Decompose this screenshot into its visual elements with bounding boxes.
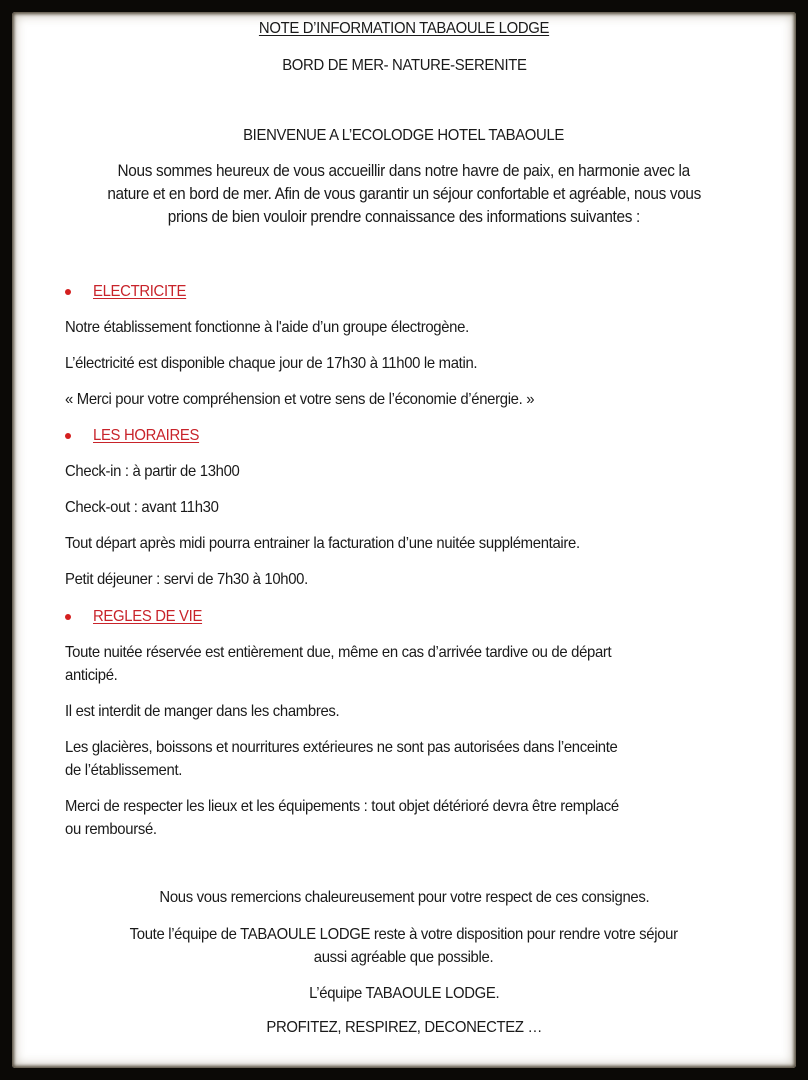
section-heading-text: LES HORAIRES bbox=[93, 427, 200, 444]
section-heading-regles bbox=[64, 606, 210, 628]
paragraph: Il est interdit de manger dans les chambres. bbox=[65, 703, 340, 720]
welcome-title-text: BIENVENUE A L’ECOLODGE HOTEL TABAOULE bbox=[243, 127, 565, 144]
paragraph: L’électricité est disponible chaque jour de 17h30 à 11h00 le matin. bbox=[65, 355, 478, 372]
document-title-text: NOTE D’INFORMATION TABAOULE LODGE bbox=[258, 20, 550, 37]
paragraph: Check-out : avant 11h30 bbox=[65, 499, 219, 516]
section-heading-horaires bbox=[64, 425, 207, 447]
tagline-text: BORD DE MER- NATURE-SERENITE bbox=[281, 57, 527, 74]
intro-line: nature et en bord de mer. Afin de vous garantir un séjour confortable et agréable, nous vous bbox=[107, 185, 701, 203]
signature: L’équipe TABAOULE LODGE. bbox=[308, 985, 500, 1002]
thanks-line: Nous vous remercions chaleureusement pour votre respect de ces consignes. bbox=[159, 889, 649, 906]
document-title bbox=[0, 20, 808, 38]
paragraph: Toute nuitée réservée est entièrement due, même en cas d’arrivée tardive ou de départ bbox=[65, 644, 612, 661]
welcome-title bbox=[0, 127, 808, 145]
intro-line: Nous sommes heureux de vous accueillir dans notre havre de paix, en harmonie avec la bbox=[117, 162, 691, 180]
paragraph: Notre établissement fonctionne à l'aide d’un groupe électrogène. bbox=[65, 319, 469, 336]
bullet-icon bbox=[65, 433, 71, 439]
team-line: aussi agréable que possible. bbox=[314, 949, 494, 966]
paragraph-continuation: de l’établissement. bbox=[65, 762, 183, 779]
intro-line: prions de bien vouloir prendre connaissance des informations suivantes : bbox=[167, 208, 641, 226]
team-line: Toute l’équipe de TABAOULE LODGE reste à votre disposition pour rendre votre séjour bbox=[129, 926, 679, 943]
paragraph-continuation: anticipé. bbox=[65, 667, 118, 684]
paragraph: Tout départ après midi pourra entrainer la facturation d’une nuitée supplémentaire. bbox=[65, 535, 580, 552]
paragraph: Petit déjeuner : servi de 7h30 à 10h00. bbox=[65, 571, 308, 588]
paragraph-continuation: ou remboursé. bbox=[65, 821, 157, 838]
section-heading-text: ELECTRICITE bbox=[93, 283, 187, 300]
paragraph: Les glacières, boissons et nourritures extérieures ne sont pas autorisées dans l’enceinte bbox=[65, 739, 618, 756]
motto: PROFITEZ, RESPIREZ, DECONECTEZ … bbox=[266, 1019, 542, 1036]
section-heading-electricite bbox=[64, 281, 193, 303]
paragraph: Check-in : à partir de 13h00 bbox=[65, 463, 240, 480]
paragraph: « Merci pour votre compréhension et votre sens de l’économie d’énergie. » bbox=[65, 391, 535, 408]
paragraph: Merci de respecter les lieux et les équipements : tout objet détérioré devra être remplacé bbox=[65, 798, 619, 815]
bullet-icon bbox=[65, 289, 71, 295]
tagline bbox=[0, 57, 808, 75]
bullet-icon bbox=[65, 614, 71, 620]
section-heading-text: REGLES DE VIE bbox=[93, 608, 203, 625]
